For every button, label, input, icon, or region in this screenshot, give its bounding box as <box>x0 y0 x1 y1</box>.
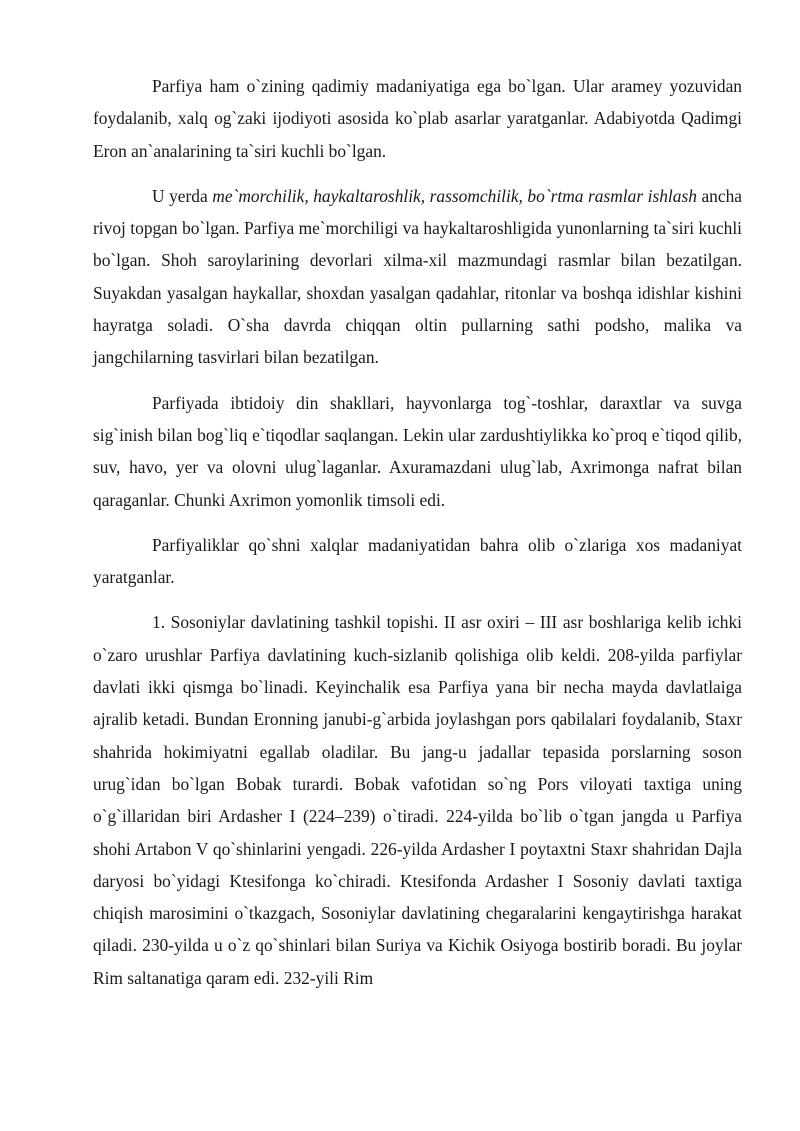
paragraph-arts-suffix: ancha rivoj topgan bo`lgan. Parfiya me`morchiligi va haykaltaroshligida yunonlarning ta`siri kuchli bo`lgan. Shoh saroylarining devorlari xilma-xil mazmundagi rasmlar bilan bezatilgan. Suyakdan yasalgan haykallar, shoxdan yasalgan qadahlar, ritonlar va boshqa idishlar kishini hayratga soladi. O`sha davrda chiqqan oltin pullarning sathi podsho, malika va jangchilarning tasvirlari bilan bezatilgan. <box>93 185 743 368</box>
paragraph-arts-emphasis: me`morchilik, haykaltaroshlik, rassomchilik, bo`rtma rasmlar ishlash <box>212 185 697 206</box>
document-page <box>93 70 742 994</box>
paragraph-sassanid-founding: 1. Sosoniylar davlatining tashkil topishi. II asr oxiri – III asr boshlariga kelib ichki o`zaro urushlar Parfiya davlatining kuch-sizlanib qolishiga olib keldi. 208-yilda parfiylar davlati ikki qismga bo`linadi. Keyinchalik esa Parfiya yana bir necha mayda davlatlaiga ajralib ketadi. Bundan Eronning janubi-g`arbida joylashgan pors qabilalari foydalanib, Staxr shahrida hokimiyatni egallab oladilar. Bu jang-u jadallar tepasida porslarning soson urug`idan bo`lgan Bobak turardi. Bobak vafotidan so`ng Pors viloyati taxtiga uning o`g`illaridan biri Ardasher I (224–239) o`tiradi. 224-yilda bo`lib o`tgan jangda u Parfiya shohi Artabon V qo`shinlarini yengadi. 226-yilda Ardasher I poytaxtni Staxr shahridan Dajla daryosi bo`yidagi Ktesifonga ko`chiradi. Ktesifonda Ardasher I Sosoniy davlati taxtiga chiqish marosimini o`tkazgach, Sosoniylar davlatining chegaralarini kengaytirishga harakat qiladi. 230-yilda u o`z qo`shinlari bilan Suriya va Kichik Osiyoga bostirib boradi. Bu joylar Rim saltanatiga qaram edi. 232-yili Rim <box>93 612 742 988</box>
paragraph-religion: Parfiyada ibtidoiy din shakllari, hayvonlarga tog`-toshlar, daraxtlar va suvga sig`inish bilan bog`liq e`tiqodlar saqlangan. Lekin ular zardushtiylikka ko`proq e`tiqod qilib, suv, havo, yer va olovni ulug`laganlar. Axuramazdani ulug`lab, Axrimonga nafrat bilan qaraganlar. Chunki Axrimon yomonlik timsoli edi. <box>93 392 742 510</box>
paragraph-arts-prefix: U yerda <box>152 185 213 206</box>
paragraph-arts <box>93 180 742 374</box>
paragraph-neighbors: Parfiyaliklar qo`shni xalqlar madaniyatidan bahra olib o`zlariga xos madaniyat yaratganlar. <box>93 534 742 588</box>
paragraph-parthian-culture: Parfiya ham o`zining qadimiy madaniyatiga ega bo`lgan. Ular aramey yozuvidan foydalanib, xalq og`zaki ijodiyoti asosida ko`plab asarlar yaratganlar. Adabiyotda Qadimgi Eron an`analarining ta`siri kuchli bo`lgan. <box>93 76 742 161</box>
